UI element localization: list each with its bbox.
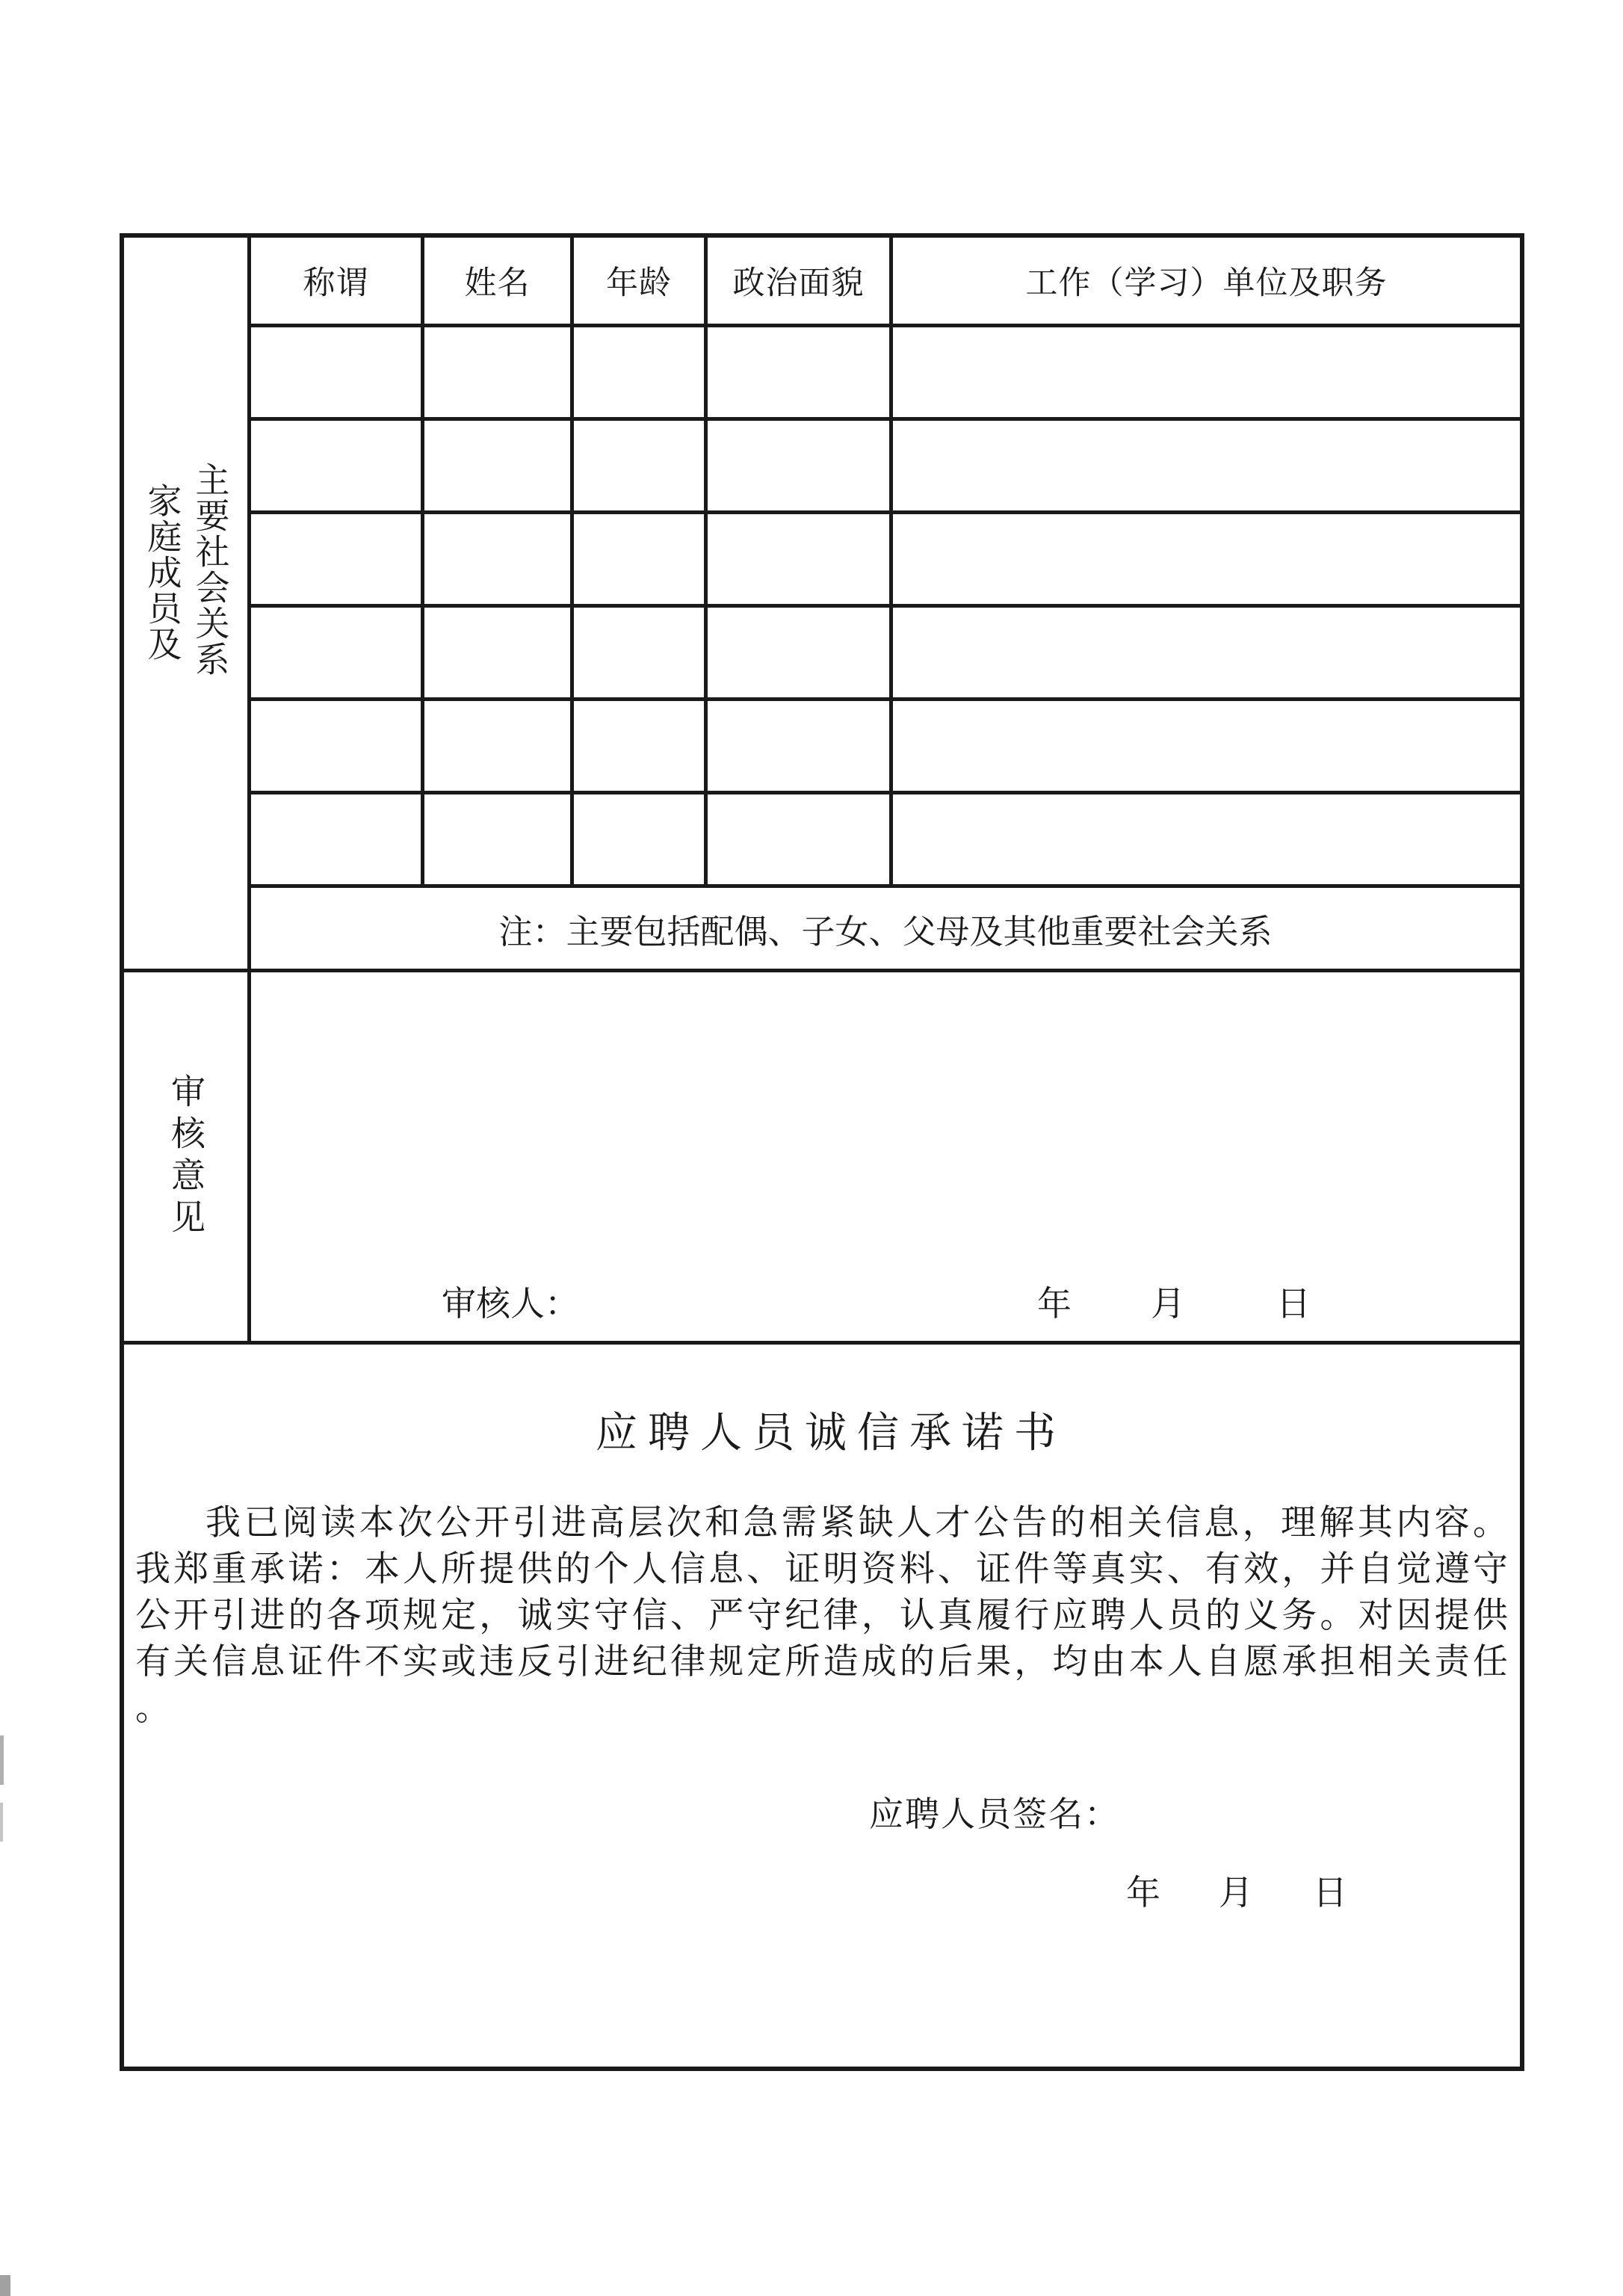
review-content-area [251,972,1520,1341]
applicant-signature-label: 应聘人员签名： [869,1795,1120,1833]
family-row-4-name-cell [424,608,574,701]
family-label-line-2: 主要社会关系 [191,462,229,677]
family-row-2-age-cell [574,421,708,514]
family-row-4-age-cell [574,608,708,701]
family-row-6-political-cell [708,794,893,888]
family-row-6-age-cell [574,794,708,888]
family-row-4-political-cell [708,608,893,701]
family-note-row: 注：主要包括配偶、子女、父母及其他重要社会关系 [498,913,1273,951]
review-section-label-cell [124,972,251,1341]
family-row-5-name-cell [424,701,574,794]
review-section [124,972,1520,1345]
scan-artifact [0,1803,3,1842]
review-section-label: 审核意见 [167,1073,205,1241]
scan-artifact [0,1735,4,1785]
family-row-3-name-cell [424,514,574,608]
pledge-body-line-2: 我郑重承诺：本人所提供的个人信息、证明资料、证件等真实、有效，并自觉遵守 [135,1550,1508,1589]
family-row-5-age-cell [574,701,708,794]
family-section-label [144,462,228,677]
family-row-5-work-cell [893,701,1520,794]
family-row-2-name-cell [424,421,574,514]
family-row-3-work-cell [893,514,1520,608]
pledge-body [135,1500,1508,1732]
pledge-body-line-3: 公开引进的各项规定，诚实守信、严守纪律，认真履行应聘人员的义务。对因提供 [135,1596,1508,1635]
scan-artifact [0,2275,10,2296]
family-row-2-work-cell [893,421,1520,514]
pledge-date-month-label: 月 [1219,1874,1253,1912]
family-row-1-work-cell [893,327,1520,421]
column-header-relation: 称谓 [251,238,424,327]
family-row-1-age-cell [574,327,708,421]
family-row-1-political-cell [708,327,893,421]
family-row-1-relation-cell [251,327,424,421]
column-header-work-unit: 工作（学习）单位及职务 [893,238,1520,327]
family-row-2-political-cell [708,421,893,514]
column-header-age: 年龄 [574,238,708,327]
pledge-date-day-label: 日 [1313,1874,1347,1912]
family-row-3-political-cell [708,514,893,608]
pledge-body-line-4: 有关信息证件不实或违反引进纪律规定所造成的后果，均由本人自愿承担相关责任 [135,1643,1508,1682]
family-row-6-work-cell [893,794,1520,888]
family-row-1-name-cell [424,327,574,421]
family-row-6-name-cell [424,794,574,888]
family-label-line-1: 家庭成员及 [143,483,182,662]
family-section [124,238,1520,972]
family-row-5-relation-cell [251,701,424,794]
family-row-3-relation-cell [251,514,424,608]
review-date-year-label: 年 [1037,1285,1072,1323]
reviewer-label: 审核人： [442,1285,579,1323]
review-date-month-label: 月 [1151,1285,1185,1323]
column-header-political-status: 政治面貌 [708,238,893,327]
family-row-2-relation-cell [251,421,424,514]
pledge-body-line-1: 我已阅读本次公开引进高层次和急需紧缺人才公告的相关信息，理解其内容。 [205,1504,1508,1543]
family-row-5-political-cell [708,701,893,794]
family-row-3-age-cell [574,514,708,608]
family-row-4-relation-cell [251,608,424,701]
pledge-title: 应聘人员诚信承诺书 [596,1410,1066,1457]
family-row-6-relation-cell [251,794,424,888]
pledge-date-year-label: 年 [1126,1874,1160,1912]
family-section-label-cell [124,238,251,969]
review-date-day-label: 日 [1276,1285,1311,1323]
pledge-section [124,1345,1520,2067]
family-row-4-work-cell [893,608,1520,701]
pledge-body-line-5: 。 [135,1689,170,1728]
column-header-name: 姓名 [424,238,574,327]
form-table [120,233,1524,2071]
